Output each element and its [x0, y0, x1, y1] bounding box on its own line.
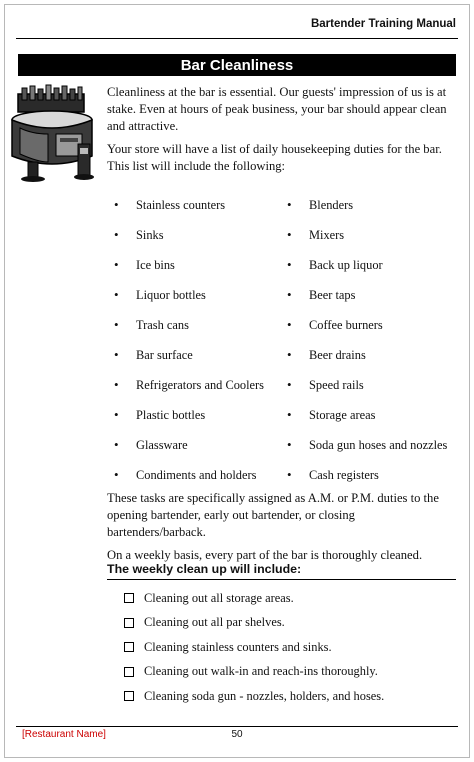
weekly-heading: The weekly clean up will include: — [107, 562, 302, 576]
checklist-item-label: Cleaning soda gun - nozzles, holders, and hoses. — [144, 688, 385, 703]
checkbox-icon — [124, 593, 134, 603]
body-paragraph-4: On a weekly basis, every part of the bar is thoroughly cleaned. — [107, 548, 423, 562]
list-item: • Liquor bottles — [114, 280, 264, 310]
running-header: Bartender Training Manual — [310, 18, 456, 30]
weekly-checklist — [124, 586, 384, 709]
checklist-item — [124, 586, 384, 611]
duties-list-right — [287, 190, 447, 490]
list-item: • Soda gun hoses and nozzles — [287, 430, 447, 460]
checkbox-icon — [124, 691, 134, 701]
checklist-item — [124, 611, 384, 636]
list-item: • Mixers — [287, 220, 447, 250]
body-paragraph-3: These tasks are specifically assigned as A.M. or P.M. duties to the opening bartender, early out bartender, or closing bartenders/barback. — [107, 491, 439, 539]
intro-paragraph-1: Cleanliness at the bar is essential. Our guests' impression of us is at stake. Even at hours of peak business, your bar should appear clean and attractive. — [107, 85, 447, 133]
list-item: • Speed rails — [287, 370, 447, 400]
intro-paragraph-2: Your store will have a list of daily housekeeping duties for the bar. This list will include the following: — [107, 142, 442, 173]
checklist-item-label: Cleaning out walk-in and reach-ins thoroughly. — [144, 664, 378, 679]
checklist-item — [124, 684, 384, 709]
list-item: • Sinks — [114, 220, 264, 250]
page-number: 50 — [231, 729, 243, 740]
list-item: • Condiments and holders — [114, 460, 264, 490]
list-item: • Bar surface — [114, 340, 264, 370]
section-title: Bar Cleanliness — [18, 54, 456, 76]
weekly-heading-rule — [107, 579, 456, 580]
checklist-item-label: Cleaning out all par shelves. — [144, 615, 285, 630]
list-item: • Cash registers — [287, 460, 447, 490]
footer-rule — [16, 726, 458, 727]
restaurant-name-placeholder: [Restaurant Name] — [22, 729, 106, 740]
list-item: • Plastic bottles — [114, 400, 264, 430]
duties-list-left — [114, 190, 264, 490]
list-item: • Beer drains — [287, 340, 447, 370]
list-item: • Refrigerators and Coolers — [114, 370, 264, 400]
checklist-item — [124, 660, 384, 685]
list-item: • Back up liquor — [287, 250, 447, 280]
list-item: • Ice bins — [114, 250, 264, 280]
list-item: • Blenders — [287, 190, 447, 220]
checklist-item-label: Cleaning out all storage areas. — [144, 590, 294, 605]
intro-text — [107, 84, 457, 181]
checkbox-icon — [124, 618, 134, 628]
bar-station-illustration-icon — [8, 84, 100, 184]
list-item: • Trash cans — [114, 310, 264, 340]
checklist-item-label: Cleaning stainless counters and sinks. — [144, 639, 332, 654]
list-item: • Glassware — [114, 430, 264, 460]
body-text — [107, 490, 457, 570]
checklist-item — [124, 635, 384, 660]
list-item: • Beer taps — [287, 280, 447, 310]
checkbox-icon — [124, 667, 134, 677]
list-item: • Storage areas — [287, 400, 447, 430]
header-rule — [16, 38, 458, 39]
list-item: • Coffee burners — [287, 310, 447, 340]
list-item: • Stainless counters — [114, 190, 264, 220]
checkbox-icon — [124, 642, 134, 652]
